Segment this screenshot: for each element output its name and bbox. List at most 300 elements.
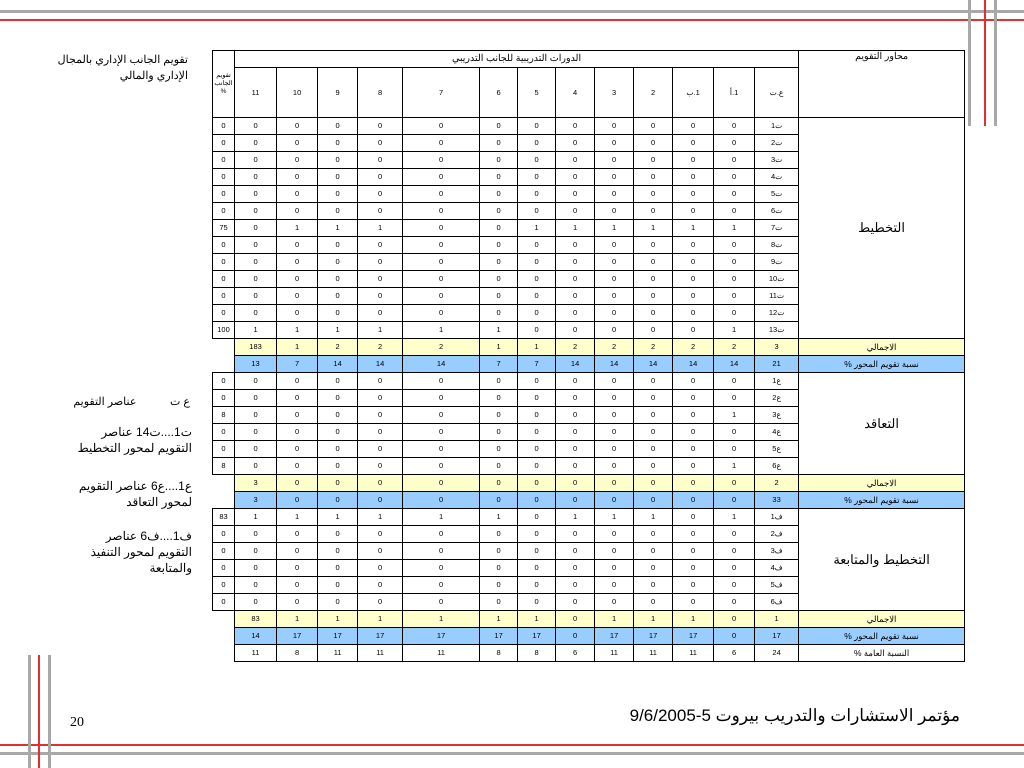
value-cell: 0 [556, 305, 595, 322]
item-code-cell: ت9 [755, 254, 799, 271]
value-cell: 0 [318, 373, 358, 390]
total-label: الاجمالي [799, 611, 965, 628]
value-cell: 0 [277, 152, 318, 169]
value-cell: 0 [714, 203, 755, 220]
total-value-cell: 2 [755, 475, 799, 492]
value-cell: 0 [318, 288, 358, 305]
percent-value-cell: 14 [235, 628, 277, 645]
value-cell: 0 [480, 237, 518, 254]
value-cell: 0 [595, 237, 634, 254]
percent-row-execution [213, 628, 965, 645]
value-cell: 0 [358, 135, 403, 152]
value-cell: 0 [235, 577, 277, 594]
value-cell: 1 [358, 220, 403, 237]
frame-line-top-red [0, 19, 1024, 21]
percent-value-cell: 0 [714, 628, 755, 645]
side-legend: ع ت عناصر التقويم [73, 396, 190, 408]
percent-value-cell: 0 [518, 492, 556, 509]
value-cell: 1 [595, 509, 634, 526]
value-cell: 0 [556, 271, 595, 288]
value-cell: 0 [318, 203, 358, 220]
percent-value-cell: 17 [277, 628, 318, 645]
value-cell: 0 [673, 322, 714, 339]
value-cell: 0 [213, 390, 235, 407]
value-cell: 0 [518, 305, 556, 322]
value-cell: 0 [235, 220, 277, 237]
value-cell: 1 [518, 220, 556, 237]
total-value-cell: 2 [556, 339, 595, 356]
value-cell: 0 [318, 271, 358, 288]
value-cell: 0 [480, 594, 518, 611]
value-cell: 0 [595, 407, 634, 424]
value-cell: 0 [403, 135, 480, 152]
general-value-cell: 11 [595, 645, 634, 662]
item-code-cell: ت8 [755, 237, 799, 254]
percent-value-cell: 0 [714, 492, 755, 509]
total-value-cell: 1 [480, 611, 518, 628]
axes-header: محاور التقويم [799, 51, 965, 118]
value-cell: 0 [518, 577, 556, 594]
value-cell: 0 [673, 458, 714, 475]
value-cell: 0 [403, 254, 480, 271]
value-cell: 0 [235, 407, 277, 424]
general-value-cell: 11 [403, 645, 480, 662]
value-cell: 83 [213, 509, 235, 526]
value-cell: 0 [595, 186, 634, 203]
general-value-cell: 11 [318, 645, 358, 662]
value-cell: 0 [556, 152, 595, 169]
value-cell: 0 [403, 271, 480, 288]
col-header-7: 7 [403, 68, 480, 118]
value-cell: 0 [518, 407, 556, 424]
value-cell: 0 [235, 390, 277, 407]
percent-value-cell: 17 [595, 628, 634, 645]
total-value-cell: 0 [634, 475, 673, 492]
value-cell: 0 [213, 169, 235, 186]
value-cell: 0 [673, 186, 714, 203]
value-cell: 0 [518, 203, 556, 220]
value-cell: 0 [556, 594, 595, 611]
general-value-cell: 11 [235, 645, 277, 662]
value-cell: 0 [714, 135, 755, 152]
value-cell: 0 [277, 288, 318, 305]
value-cell: 0 [480, 577, 518, 594]
value-cell: 0 [277, 390, 318, 407]
value-cell: 0 [403, 594, 480, 611]
value-cell: 0 [634, 288, 673, 305]
value-cell: 0 [714, 594, 755, 611]
value-cell: 0 [235, 203, 277, 220]
value-cell: 1 [634, 220, 673, 237]
value-cell: 0 [634, 543, 673, 560]
value-cell: 0 [213, 373, 235, 390]
value-cell: 0 [358, 390, 403, 407]
percent-value-cell: 7 [518, 356, 556, 373]
value-cell: 0 [358, 169, 403, 186]
value-cell: 0 [318, 390, 358, 407]
total-value-cell: 83 [235, 611, 277, 628]
value-cell: 0 [480, 169, 518, 186]
value-cell: 0 [403, 220, 480, 237]
total-value-cell: 0 [358, 475, 403, 492]
total-value-cell: 1 [480, 339, 518, 356]
total-value-cell: 2 [595, 339, 634, 356]
percent-value-cell: 33 [755, 492, 799, 509]
value-cell: 0 [235, 458, 277, 475]
value-cell: 1 [556, 220, 595, 237]
value-cell: 0 [358, 577, 403, 594]
total-value-cell: 1 [634, 611, 673, 628]
value-cell: 1 [714, 407, 755, 424]
value-cell: 0 [595, 322, 634, 339]
item-code-cell: ت4 [755, 169, 799, 186]
value-cell: 0 [318, 254, 358, 271]
value-cell: 1 [277, 322, 318, 339]
col-header-3: 3 [595, 68, 634, 118]
value-cell: 0 [556, 237, 595, 254]
total-value-cell: 1 [673, 611, 714, 628]
value-cell: 0 [403, 424, 480, 441]
general-value-cell: 6 [714, 645, 755, 662]
value-cell: 0 [595, 390, 634, 407]
table-body [213, 118, 965, 662]
value-cell: 0 [634, 118, 673, 135]
value-cell: 0 [673, 407, 714, 424]
value-cell: 0 [318, 424, 358, 441]
item-code-cell: ع1 [755, 373, 799, 390]
value-cell: 0 [403, 152, 480, 169]
percent-value-cell: 14 [556, 356, 595, 373]
value-cell: 0 [235, 118, 277, 135]
value-cell: 0 [235, 594, 277, 611]
value-cell: 0 [714, 373, 755, 390]
item-code-cell: ت5 [755, 186, 799, 203]
value-cell: 0 [714, 305, 755, 322]
item-code-cell: ف2 [755, 526, 799, 543]
value-cell: 0 [277, 254, 318, 271]
total-value-cell: 0 [518, 475, 556, 492]
value-cell: 0 [634, 169, 673, 186]
value-cell: 0 [235, 271, 277, 288]
value-cell: 0 [480, 305, 518, 322]
value-cell: 1 [714, 322, 755, 339]
value-cell: 100 [213, 322, 235, 339]
value-cell: 0 [595, 254, 634, 271]
col-header-1b: 1.ب [673, 68, 714, 118]
value-cell: 0 [403, 407, 480, 424]
value-cell: 0 [318, 543, 358, 560]
item-code-cell: ت6 [755, 203, 799, 220]
value-cell: 0 [518, 135, 556, 152]
value-cell: 0 [235, 152, 277, 169]
value-cell: 0 [518, 288, 556, 305]
value-cell: 0 [518, 169, 556, 186]
frame-line-left-gray-1 [28, 655, 31, 768]
total-label: الاجمالي [799, 339, 965, 356]
percent-label: نسبة تقويم المحور % [799, 628, 965, 645]
value-cell: 0 [277, 560, 318, 577]
percent-value-cell: 0 [358, 492, 403, 509]
value-cell: 0 [318, 169, 358, 186]
value-cell: 0 [318, 526, 358, 543]
value-cell: 0 [235, 254, 277, 271]
total-value-cell: 1 [518, 611, 556, 628]
value-cell: 0 [714, 424, 755, 441]
value-cell: 0 [595, 118, 634, 135]
value-cell: 0 [673, 169, 714, 186]
value-cell: 1 [480, 509, 518, 526]
percent-value-cell: 17 [634, 628, 673, 645]
percent-label: نسبة تقويم المحور % [799, 356, 965, 373]
value-cell: 1 [403, 509, 480, 526]
side-note-planning: ت1....ت14 عناصر التقويم لمحور التخطيط [77, 425, 192, 455]
value-cell: 0 [714, 441, 755, 458]
value-cell: 0 [634, 254, 673, 271]
value-cell: 0 [358, 543, 403, 560]
value-cell: 0 [714, 543, 755, 560]
total-value-cell: 1 [358, 611, 403, 628]
value-cell: 0 [403, 526, 480, 543]
value-cell: 0 [673, 373, 714, 390]
value-cell: 0 [235, 526, 277, 543]
value-cell: 0 [595, 424, 634, 441]
total-value-cell: 0 [556, 611, 595, 628]
evaluation-table [212, 50, 965, 662]
value-cell: 0 [673, 237, 714, 254]
total-value-cell: 2 [358, 339, 403, 356]
value-cell: 0 [358, 560, 403, 577]
value-cell: 0 [358, 424, 403, 441]
value-cell: 0 [634, 152, 673, 169]
value-cell: 0 [714, 254, 755, 271]
total-value-cell: 2 [318, 339, 358, 356]
value-cell: 0 [235, 135, 277, 152]
value-cell: 0 [277, 424, 318, 441]
value-cell: 0 [318, 152, 358, 169]
value-cell: 0 [714, 271, 755, 288]
col-header-2: 2 [634, 68, 673, 118]
value-cell: 0 [556, 288, 595, 305]
value-cell: 0 [277, 526, 318, 543]
value-cell: 0 [213, 254, 235, 271]
percent-value-cell: 17 [403, 628, 480, 645]
value-cell: 0 [634, 305, 673, 322]
value-cell: 0 [634, 594, 673, 611]
general-value-cell: 8 [518, 645, 556, 662]
value-cell: 0 [556, 441, 595, 458]
percent-value-cell: 0 [634, 492, 673, 509]
value-cell: 0 [673, 526, 714, 543]
value-cell: 0 [556, 169, 595, 186]
value-cell: 0 [634, 526, 673, 543]
general-value-cell: 11 [358, 645, 403, 662]
value-cell: 0 [318, 118, 358, 135]
value-cell: 0 [318, 441, 358, 458]
value-cell: 0 [673, 305, 714, 322]
percent-value-cell: 0 [595, 492, 634, 509]
value-cell: 0 [358, 288, 403, 305]
value-cell: 0 [556, 254, 595, 271]
value-cell: 1 [714, 458, 755, 475]
total-value-cell: 0 [714, 475, 755, 492]
value-cell: 0 [235, 305, 277, 322]
value-cell: 0 [595, 169, 634, 186]
col-header-8: 8 [358, 68, 403, 118]
percent-value-cell: 14 [673, 356, 714, 373]
item-code-cell: ت1 [755, 118, 799, 135]
percent-value-cell: 0 [318, 492, 358, 509]
value-cell: 1 [673, 220, 714, 237]
value-cell: 0 [634, 322, 673, 339]
value-cell: 0 [556, 424, 595, 441]
total-value-cell: 0 [595, 475, 634, 492]
total-value-cell: 0 [403, 475, 480, 492]
value-cell: 0 [480, 373, 518, 390]
percent-value-cell: 17 [358, 628, 403, 645]
value-cell: 0 [213, 441, 235, 458]
value-cell: 0 [556, 390, 595, 407]
value-cell: 0 [714, 186, 755, 203]
value-cell: 0 [673, 135, 714, 152]
value-cell: 0 [518, 509, 556, 526]
value-cell: 0 [277, 407, 318, 424]
frame-line-top-gray [0, 10, 1024, 13]
col-header-1a: 1.أ [714, 68, 755, 118]
value-cell: 0 [556, 543, 595, 560]
general-value-cell: 6 [556, 645, 595, 662]
value-cell: 0 [673, 254, 714, 271]
value-cell: 0 [213, 237, 235, 254]
value-cell: 0 [403, 118, 480, 135]
general-percent-row [213, 645, 965, 662]
col-header-11: 11 [235, 68, 277, 118]
total-value-cell: 0 [480, 475, 518, 492]
axis-label-planning: التخطيط [799, 118, 965, 339]
percent-value-cell: 17 [480, 628, 518, 645]
value-cell: 0 [634, 407, 673, 424]
value-cell: 0 [480, 390, 518, 407]
value-cell: 0 [277, 203, 318, 220]
value-cell: 0 [480, 407, 518, 424]
value-cell: 0 [235, 441, 277, 458]
value-cell: 0 [358, 237, 403, 254]
page-number: 20 [70, 715, 84, 730]
value-cell: 0 [235, 424, 277, 441]
value-cell: 0 [595, 373, 634, 390]
value-cell: 0 [673, 441, 714, 458]
value-cell: 0 [213, 186, 235, 203]
value-cell: 1 [595, 220, 634, 237]
value-cell: 0 [277, 186, 318, 203]
total-value-cell: 183 [235, 339, 277, 356]
value-cell: 0 [673, 203, 714, 220]
total-value-cell: 2 [634, 339, 673, 356]
value-cell: 0 [480, 424, 518, 441]
item-code-cell: ع5 [755, 441, 799, 458]
total-value-cell: 2 [714, 339, 755, 356]
value-cell: 0 [518, 560, 556, 577]
value-cell: 0 [518, 322, 556, 339]
total-value-cell: 1 [403, 611, 480, 628]
percent-value-cell: 17 [518, 628, 556, 645]
value-cell: 0 [403, 203, 480, 220]
value-cell: 0 [277, 543, 318, 560]
frame-line-bottom-red [0, 744, 1024, 746]
value-cell: 0 [518, 543, 556, 560]
value-cell: 1 [714, 220, 755, 237]
value-cell: 0 [556, 118, 595, 135]
value-cell: 0 [235, 560, 277, 577]
value-cell: 0 [318, 135, 358, 152]
percent-value-cell: 0 [403, 492, 480, 509]
total-value-cell: 1 [518, 339, 556, 356]
value-cell: 1 [358, 509, 403, 526]
percent-value-cell: 7 [480, 356, 518, 373]
value-cell: 0 [634, 441, 673, 458]
value-cell: 0 [714, 237, 755, 254]
value-cell: 0 [518, 271, 556, 288]
value-cell: 0 [318, 237, 358, 254]
value-cell: 0 [518, 390, 556, 407]
value-cell: 0 [673, 271, 714, 288]
item-code-cell: ت11 [755, 288, 799, 305]
value-cell: 0 [634, 390, 673, 407]
value-cell: 0 [358, 152, 403, 169]
frame-line-right-red [984, 0, 986, 126]
value-cell: 0 [480, 271, 518, 288]
value-cell: 1 [634, 509, 673, 526]
value-cell: 0 [235, 237, 277, 254]
value-cell: 0 [318, 594, 358, 611]
value-cell: 0 [277, 441, 318, 458]
value-cell: 1 [318, 509, 358, 526]
value-cell: 1 [318, 322, 358, 339]
value-cell: 0 [277, 577, 318, 594]
general-value-cell: 24 [755, 645, 799, 662]
total-value-cell: 3 [755, 339, 799, 356]
value-cell: 0 [403, 560, 480, 577]
value-cell: 0 [556, 407, 595, 424]
col-header-item-code: ع.ت [755, 68, 799, 118]
value-cell: 0 [556, 577, 595, 594]
value-cell: 0 [213, 271, 235, 288]
value-cell: 0 [403, 458, 480, 475]
value-cell: 1 [556, 509, 595, 526]
value-cell: 8 [213, 458, 235, 475]
value-cell: 1 [318, 220, 358, 237]
general-value-cell: 8 [480, 645, 518, 662]
percent-value-cell: 0 [556, 628, 595, 645]
item-code-cell: ع2 [755, 390, 799, 407]
value-cell: 0 [556, 203, 595, 220]
value-cell: 0 [714, 526, 755, 543]
value-cell: 0 [480, 560, 518, 577]
value-cell: 0 [213, 594, 235, 611]
side-note-contracting: ع1....ع6 عناصر التقويم لمحور التعاقد [78, 479, 192, 509]
value-cell: 0 [518, 373, 556, 390]
total-row-contracting [213, 475, 965, 492]
percent-value-cell: 14 [358, 356, 403, 373]
value-cell: 0 [358, 118, 403, 135]
value-cell: 0 [595, 152, 634, 169]
value-cell: 0 [480, 135, 518, 152]
axis-label-execution: التخطيط والمتابعة [799, 509, 965, 611]
value-cell: 0 [358, 407, 403, 424]
value-cell: 0 [634, 424, 673, 441]
frame-line-right-gray-2 [994, 0, 997, 126]
value-cell: 0 [403, 305, 480, 322]
value-cell: 1 [480, 322, 518, 339]
